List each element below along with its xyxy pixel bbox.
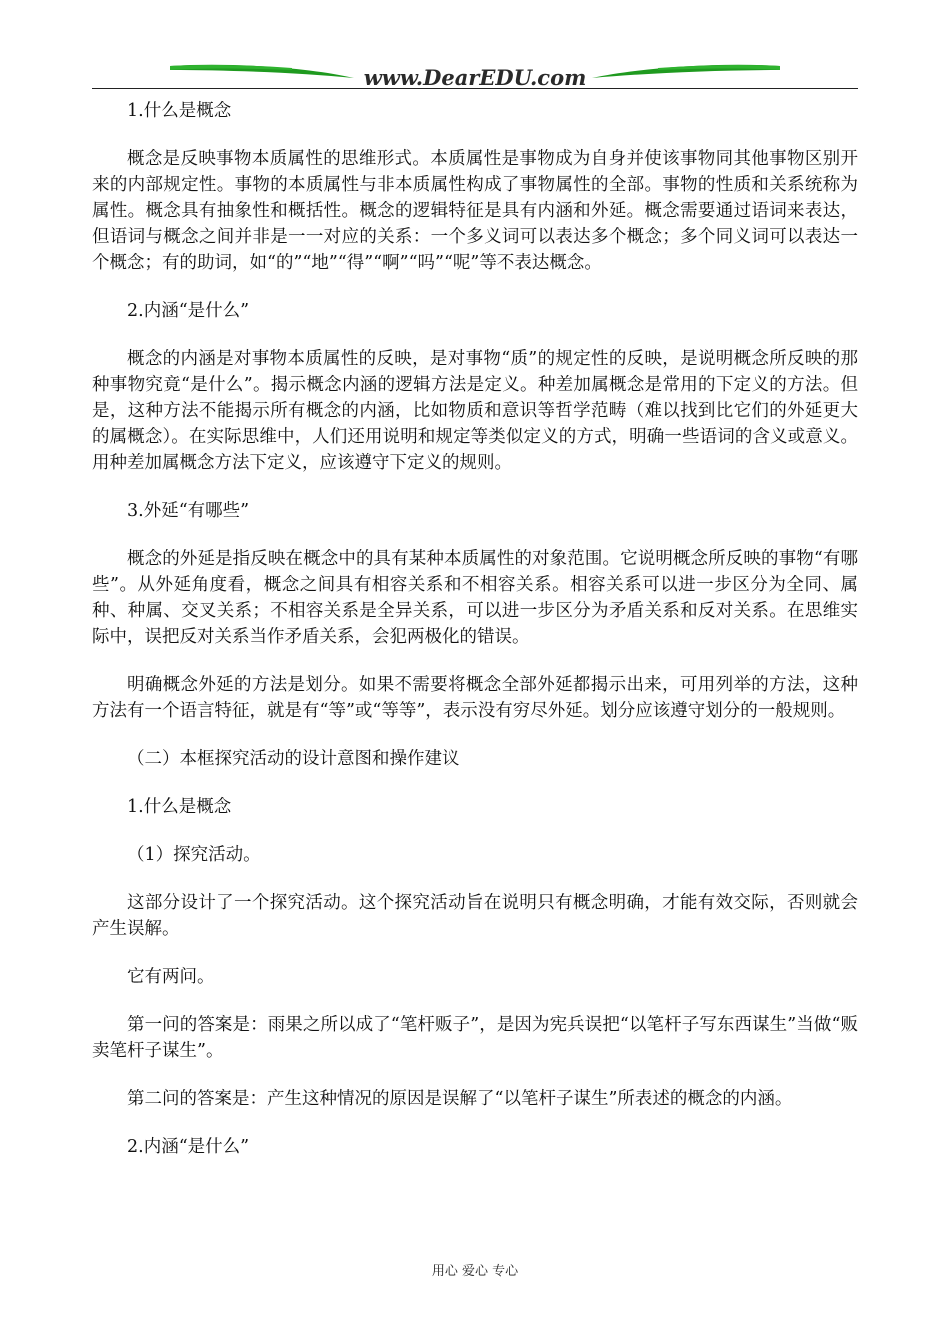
paragraph-concept-definition: 概念是反映事物本质属性的思维形式。本质属性是事物成为自身并使该事物同其他事物区别开来的内部规定性。事物的本质属性与非本质属性构成了事物属性的全部。事物的性质和关系统称为属性。概念具有抽象性和概括性。概念的逻辑特征是具有内涵和外延。概念需要通过语词来表达，但语词与概念之间并非是一一对应的关系：一个多义词可以表达多个概念；多个同义词可以表达一个概念；有的助词，如“的”“地”“得”“啊”“吗”“呢”等不表达概念。 [92, 149, 858, 273]
heading-connotation-2: 2.内涵“是什么” [127, 1137, 250, 1157]
heading-what-is-concept-2: 1.什么是概念 [127, 797, 232, 817]
page-footer: 用心 爱心 专心 [431, 1264, 519, 1279]
heading-what-is-concept: 1.什么是概念 [127, 101, 232, 121]
heading-section-two: （二）本框探究活动的设计意图和操作建议 [127, 749, 460, 769]
paragraph-inquiry-purpose: 这部分设计了一个探究活动。这个探究活动旨在说明只有概念明确，才能有效交际，否则就会产生误解。 [92, 893, 858, 939]
paragraph-answer-two: 第二问的答案是：产生这种情况的原因是误解了“以笔杆子谋生”所表述的概念的内涵。 [127, 1089, 793, 1109]
logo-text: www.DearEDU.com [363, 65, 587, 90]
paragraph-answer-one: 第一问的答案是：雨果之所以成了“笔杆贩子”，是因为宪兵误把“以笔杆子写东西谋生”当做“贩卖笔杆子谋生”。 [92, 1015, 858, 1061]
paragraph-connotation: 概念的内涵是对事物本质属性的反映，是对事物“质”的规定性的反映，是说明概念所反映的那种事物究竟“是什么”。揭示概念内涵的逻辑方法是定义。种差加属概念是常用的下定义的方法。但是，这种方法不能揭示所有概念的内涵，比如物质和意识等哲学范畴（难以找到比它们的外延更大的属概念）。在实际思维中，人们还用说明和规定等类似定义的方式，明确一些语词的含义或意义。用种差加属概念方法下定义，应该遵守下定义的规则。 [92, 349, 858, 473]
header-divider [92, 88, 858, 89]
header-logo-banner [92, 58, 858, 92]
heading-extension: 3.外延“有哪些” [127, 501, 250, 521]
heading-inquiry-activity: （1）探究活动。 [127, 845, 261, 865]
paragraph-two-questions: 它有两问。 [127, 967, 215, 987]
paragraph-extension: 概念的外延是指反映在概念中的具有某种本质属性的对象范围。它说明概念所反映的事物“有哪些”。从外延角度看，概念之间具有相容关系和不相容关系。相容关系可以进一步区分为全同、属种、种属、交叉关系；不相容关系是全异关系，可以进一步区分为矛盾关系和反对关系。在思维实际中，误把反对关系当作矛盾关系，会犯两极化的错误。 [92, 549, 858, 647]
logo-swoosh-graphic [92, 58, 858, 92]
heading-connotation: 2.内涵“是什么” [127, 301, 250, 321]
document-body [92, 98, 858, 1160]
paragraph-division: 明确概念外延的方法是划分。如果不需要将概念全部外延都揭示出来，可用列举的方法，这种方法有一个语言特征，就是有“等”或“等等”，表示没有穷尽外延。划分应该遵守划分的一般规则。 [92, 675, 858, 721]
